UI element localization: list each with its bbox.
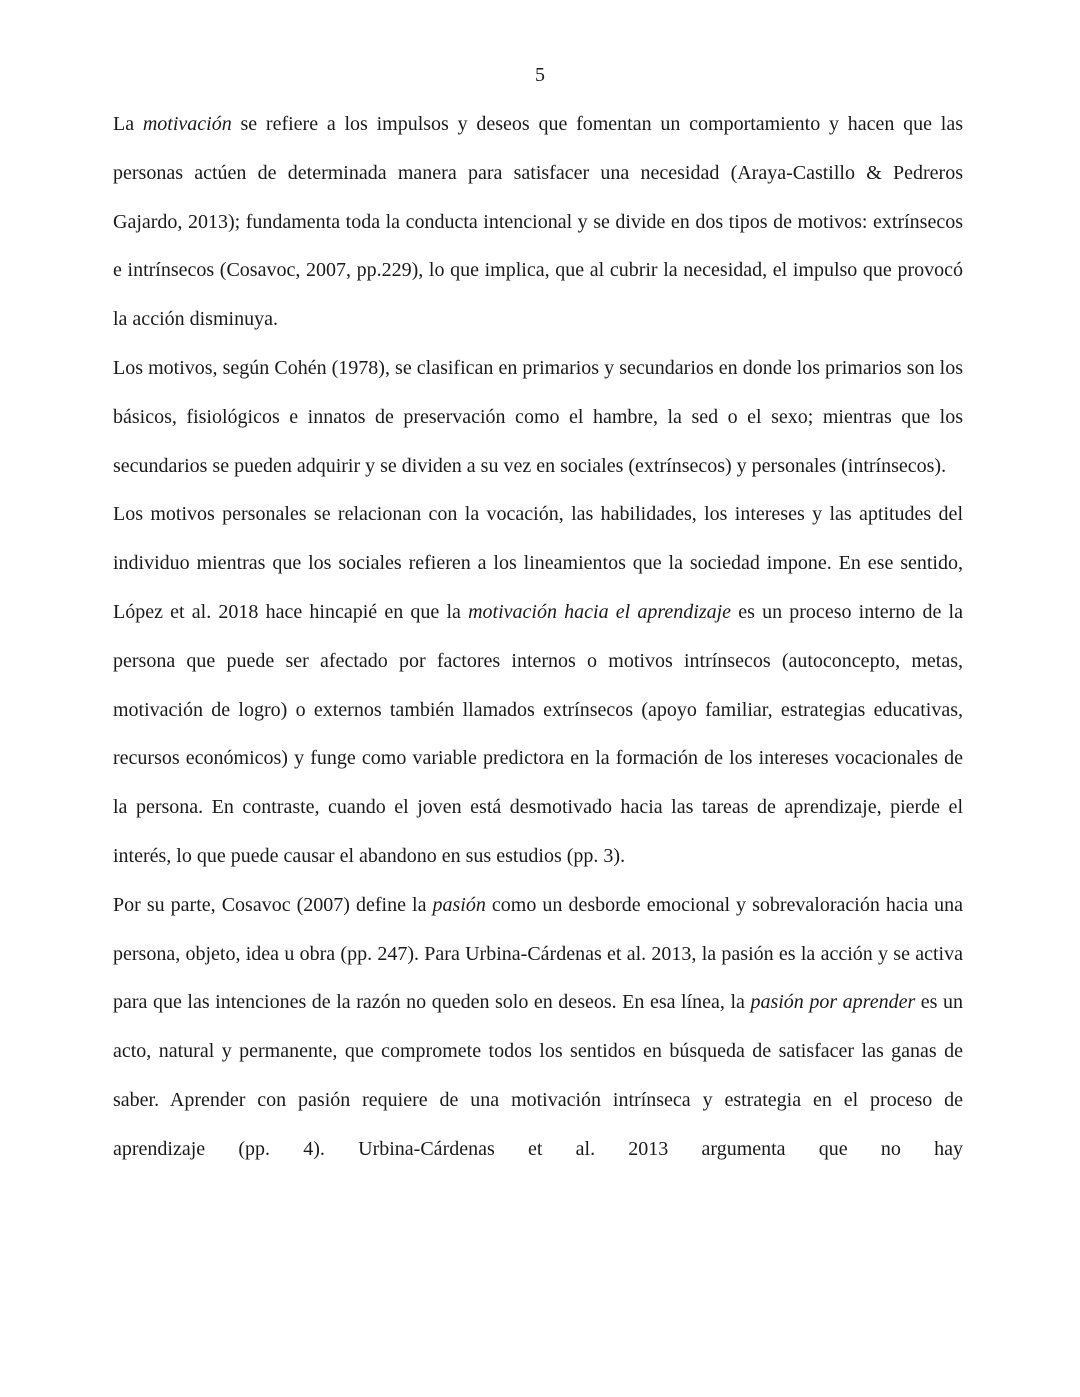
italic-term: pasión por aprender [750, 991, 916, 1014]
text-segment: Los motivos, según Cohén (1978), se clasifican en primarios y secundarios en donde los primarios son los básicos, fisiológicos e innatos de preservación como el hambre, la sed o el sexo; mientras que los secundarios se pueden adquirir y se dividen a su vez en sociales (extrínsecos) y personales (intrínsecos). [113, 356, 963, 477]
page-number: 5 [535, 64, 545, 86]
text-segment: como un desborde emocional y sobrevaloración hacia una persona, objeto, idea u obra (pp. 247). Para Urbina-Cárdenas et al. 2013, la pasión es la acción y se activa para que las intenciones de la razón no queden solo en deseos. En esa línea, la [113, 893, 963, 1014]
paragraph [113, 881, 963, 1174]
paragraph [113, 344, 963, 490]
text-segment: es un proceso interno de la persona que puede ser afectado por factores internos o motivos intrínsecos (autoconcepto, metas, motivación de logro) o externos también llamados extrínsecos (apoyo familiar, estrategias educativas, recursos económicos) y funge como variable predictora en la formación de los intereses vocacionales de la persona. En contraste, cuando el joven está desmotivado hacia las tareas de aprendizaje, pierde el interés, lo que puede causar el abandono en sus estudios (pp. 3). [113, 600, 963, 867]
italic-term: pasión [432, 893, 486, 916]
text-segment: es un acto, natural y permanente, que compromete todos los sentidos en búsqueda de satisfacer las ganas de saber. Aprender con pasión requiere de una motivación intrínseca y estrategia en el proceso de aprendizaje (pp. 4). Urbina-Cárdenas et al. 2013 argumenta que no hay [113, 991, 963, 1160]
text-segment: La [113, 113, 143, 135]
body-text [113, 100, 963, 1174]
paragraph [113, 490, 963, 880]
text-segment: Por su parte, Cosavoc (2007) define la [113, 893, 433, 916]
italic-term: motivación hacia el aprendizaje [468, 600, 732, 623]
italic-term: motivación [142, 113, 232, 135]
paragraph [113, 100, 963, 344]
text-segment: se refiere a los impulsos y deseos que fomentan un comportamiento y hacen que las personas actúen de determinada manera para satisfacer una necesidad (Araya-Castillo & Pedreros Gajardo, 2013); fundamenta toda la conducta intencional y se divide en dos tipos de motivos: extrínsecos e intrínsecos (Cosavoc, 2007, pp.229), lo que implica, que al cubrir la necesidad, el impulso que provocó la acción disminuya. [113, 113, 963, 331]
text-segment: Los motivos personales se relacionan con la vocación, las habilidades, los intereses y las aptitudes del individuo mientras que los sociales refieren a los lineamientos que la sociedad impone. En ese sentido, López et al. 2018 hace hincapié en que la [113, 503, 963, 623]
